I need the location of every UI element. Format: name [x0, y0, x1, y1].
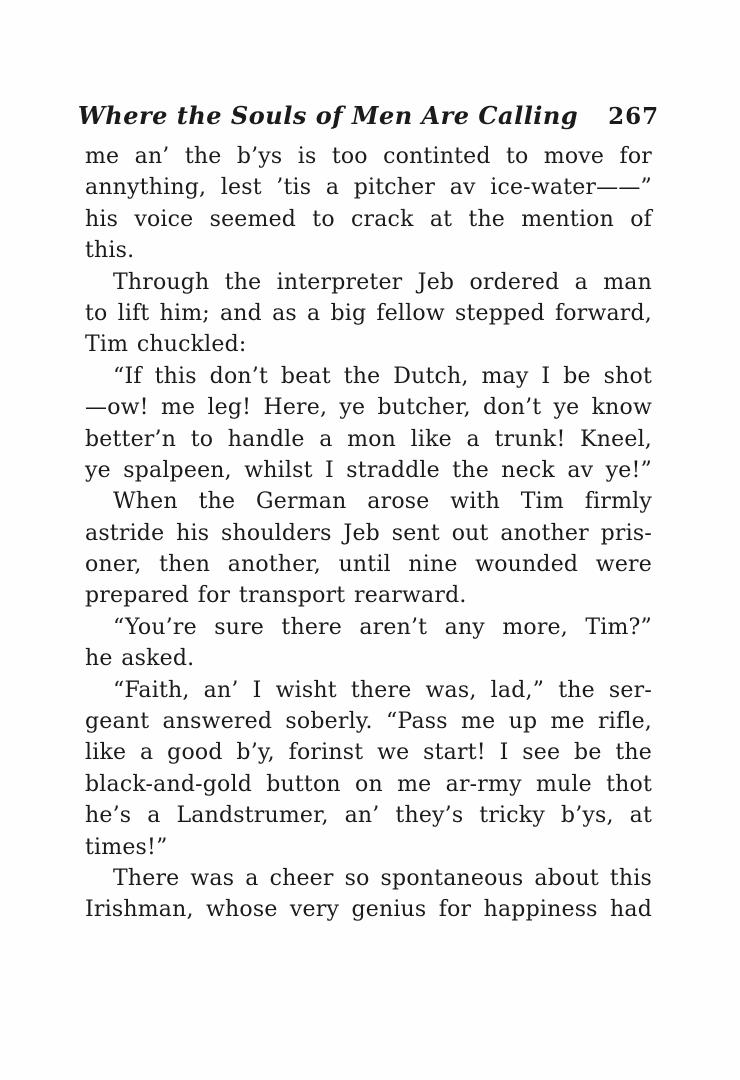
text-line: ye spalpeen, whilst I straddle the neck av ye!”: [85, 457, 652, 483]
text-line: annything, lest ’tis a pitcher av ice-water——”: [85, 175, 652, 201]
text-line: Through the interpreter Jeb ordered a man: [113, 269, 652, 295]
text-line: like a good b’y, forinst we start! I see be the: [85, 740, 652, 766]
text-line: —ow! me leg! Here, ye butcher, don’t ye know: [85, 395, 652, 421]
text-line: he asked.: [85, 646, 195, 672]
page-number: 267: [608, 103, 660, 130]
text-line: “If this don’t beat the Dutch, may I be shot: [113, 363, 652, 389]
text-line: There was a cheer so spontaneous about this: [113, 865, 652, 891]
text-line: astride his shoulders Jeb sent out another pris-: [85, 520, 652, 546]
text-line: better’n to handle a mon like a trunk! Kneel,: [85, 426, 652, 452]
text-line: to lift him; and as a big fellow stepped forward,: [85, 300, 652, 326]
text-line: “You’re sure there aren’t any more, Tim?”: [113, 614, 652, 640]
text-line: oner, then another, until nine wounded were: [85, 552, 652, 578]
text-line: Tim chuckled:: [85, 332, 247, 358]
text-line: black-and-gold button on me ar-rmy mule thot: [85, 771, 652, 797]
text-line: me an’ the b’ys is too continted to move for: [85, 144, 652, 169]
text-line: Irishman, whose very genius for happiness had: [85, 897, 652, 923]
text-line: geant answered soberly. “Pass me up me rifle,: [85, 709, 652, 735]
text-line: “Faith, an’ I wisht there was, lad,” the ser-: [113, 677, 652, 703]
running-head: [77, 101, 660, 130]
chapter-title: Where the Souls of Men Are Calling: [77, 101, 579, 130]
text-line: this.: [85, 238, 135, 264]
text-line: prepared for transport rearward.: [85, 583, 467, 609]
text-line: times!”: [85, 834, 168, 860]
text-line: When the German arose with Tim firmly: [113, 489, 652, 515]
text-line: he’s a Landstrumer, an’ they’s tricky b’ys, at: [85, 803, 652, 829]
page-body: [85, 141, 652, 926]
text-line: his voice seemed to crack at the mention of: [85, 206, 652, 232]
